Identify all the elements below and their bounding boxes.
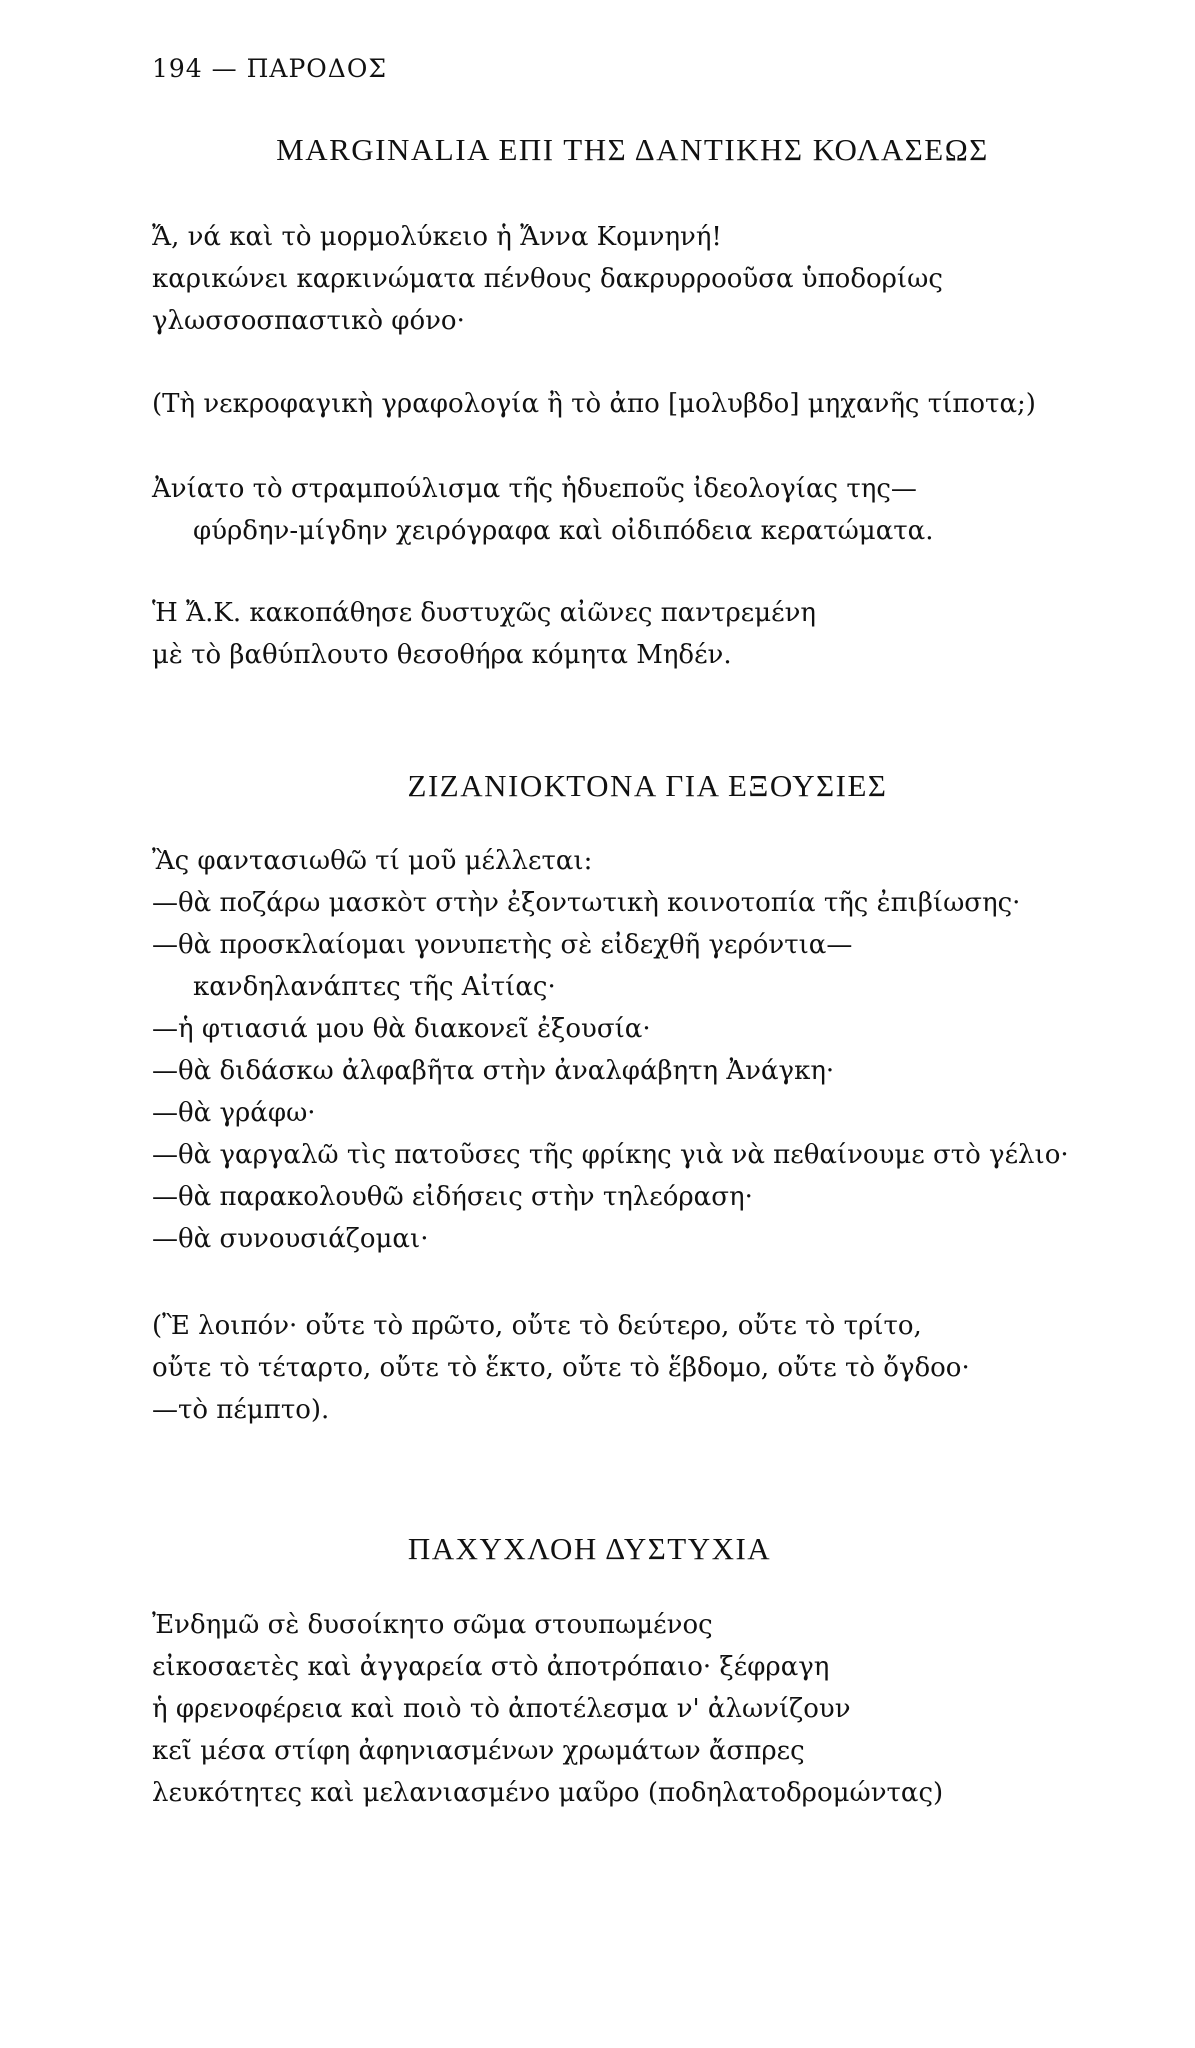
poem-line: Ἡ Ἄ.Κ. κακοπάθησε δυστυχῶς αἰῶνες παντρεμένη bbox=[152, 598, 817, 628]
poem1-stanza-1 bbox=[152, 216, 1162, 342]
poem1-stanza-3 bbox=[152, 468, 1162, 552]
poem-line: μὲ τὸ βαθύπλουτο θεσοθήρα κόμητα Μηδέν. bbox=[152, 640, 732, 670]
poem-line: κανδηλανάπτες τῆς Αἰτίας· bbox=[193, 972, 556, 1002]
poem-line: καρικώνει καρκινώματα πένθους δακρυρροοῦσα ὑποδορίως bbox=[152, 264, 943, 294]
poem-title-pachychloi: ΠΑΧΥΧΛΟΗ ΔΥΣΤΥΧΙΑ bbox=[407, 1531, 772, 1566]
poem-line: Ἐνδημῶ σὲ δυσοίκητο σῶμα στουπωμένος bbox=[152, 1610, 713, 1640]
poem2-stanza-2 bbox=[152, 1305, 1162, 1431]
poem-line: —θὰ προσκλαίομαι γονυπετὴς σὲ εἰδεχθῆ γερόντια— bbox=[152, 930, 853, 960]
poem-line: κεῖ μέσα στίφη ἀφηνιασμένων χρωμάτων ἄσπρες bbox=[152, 1736, 805, 1766]
poem2-stanza-1 bbox=[152, 840, 1162, 1260]
poem-line: —θὰ παρακολουθῶ εἰδήσεις στὴν τηλεόραση· bbox=[152, 1182, 753, 1212]
poem-line: (Ἒ λοιπόν· οὔτε τὸ πρῶτο, οὔτε τὸ δεύτερο, οὔτε τὸ τρίτο, bbox=[152, 1311, 922, 1341]
poem-line: —θὰ ποζάρω μασκὸτ στὴν ἐξοντωτικὴ κοινοτοπία τῆς ἐπιβίωσης· bbox=[152, 888, 1021, 918]
poem-line: —ἡ φτιασιά μου θὰ διακονεῖ ἐξουσία· bbox=[152, 1014, 651, 1044]
poem-title-marginalia: MARGINALIA ΕΠΙ ΤΗΣ ΔΑΝΤΙΚΗΣ ΚΟΛΑΣΕΩΣ bbox=[276, 132, 989, 167]
poem-title-zizanioktona: ΖΙΖΑΝΙΟΚΤΟΝΑ ΓΙΑ ΕΞΟΥΣΙΕΣ bbox=[407, 768, 888, 803]
poem-line: —θὰ γαργαλῶ τὶς πατοῦσες τῆς φρίκης γιὰ νὰ πεθαίνουμε στὸ γέλιο· bbox=[152, 1140, 1069, 1170]
poem-line: —θὰ γράφω· bbox=[152, 1098, 316, 1128]
poem-line: —τὸ πέμπτο). bbox=[152, 1395, 330, 1425]
poem-line: οὔτε τὸ τέταρτο, οὔτε τὸ ἕκτο, οὔτε τὸ ἕβδομο, οὔτε τὸ ὄγδοο· bbox=[152, 1353, 970, 1383]
poem-line: —θὰ συνουσιάζομαι· bbox=[152, 1224, 429, 1254]
poem-line: εἰκοσαετὲς καὶ ἀγγαρεία στὸ ἀποτρόπαιο· ξέφραγη bbox=[152, 1652, 830, 1682]
running-head: 194 — ΠΑΡΟΔΟΣ bbox=[152, 54, 388, 83]
poem-line: Ἄ, νά καὶ τὸ μορμολύκειο ἡ Ἄννα Κομνηνή! bbox=[152, 222, 722, 252]
poem-line: ἡ φρενοφέρεια καὶ ποιὸ τὸ ἀποτέλεσμα ν' ἀλωνίζουν bbox=[152, 1694, 851, 1724]
poem-line: Ἂς φαντασιωθῶ τί μοῦ μέλλεται: bbox=[152, 846, 593, 876]
poem1-stanza-2 bbox=[152, 383, 1162, 425]
poem-line: —θὰ διδάσκω ἀλφαβῆτα στὴν ἀναλφάβητη Ἀνάγκη· bbox=[152, 1056, 835, 1086]
poem3-stanza-1 bbox=[152, 1604, 1162, 1814]
poem1-stanza-4 bbox=[152, 592, 1162, 676]
poem-line: λευκότητες καὶ μελανιασμένο μαῦρο (ποδηλατοδρομώντας) bbox=[152, 1778, 944, 1808]
poem-line: Ἀνίατο τὸ στραμπούλισμα τῆς ἡδυεποῦς ἰδεολογίας της— bbox=[152, 474, 917, 504]
poem-line: (Τὴ νεκροφαγικὴ γραφολογία ἢ τὸ ἀπο [μολυβδο] μηχανῆς τίποτα;) bbox=[152, 389, 1036, 419]
poem-line: γλωσσοσπαστικὸ φόνο· bbox=[152, 306, 465, 336]
poem-line: φύρδην-μίγδην χειρόγραφα καὶ οἰδιπόδεια κερατώματα. bbox=[193, 516, 934, 546]
